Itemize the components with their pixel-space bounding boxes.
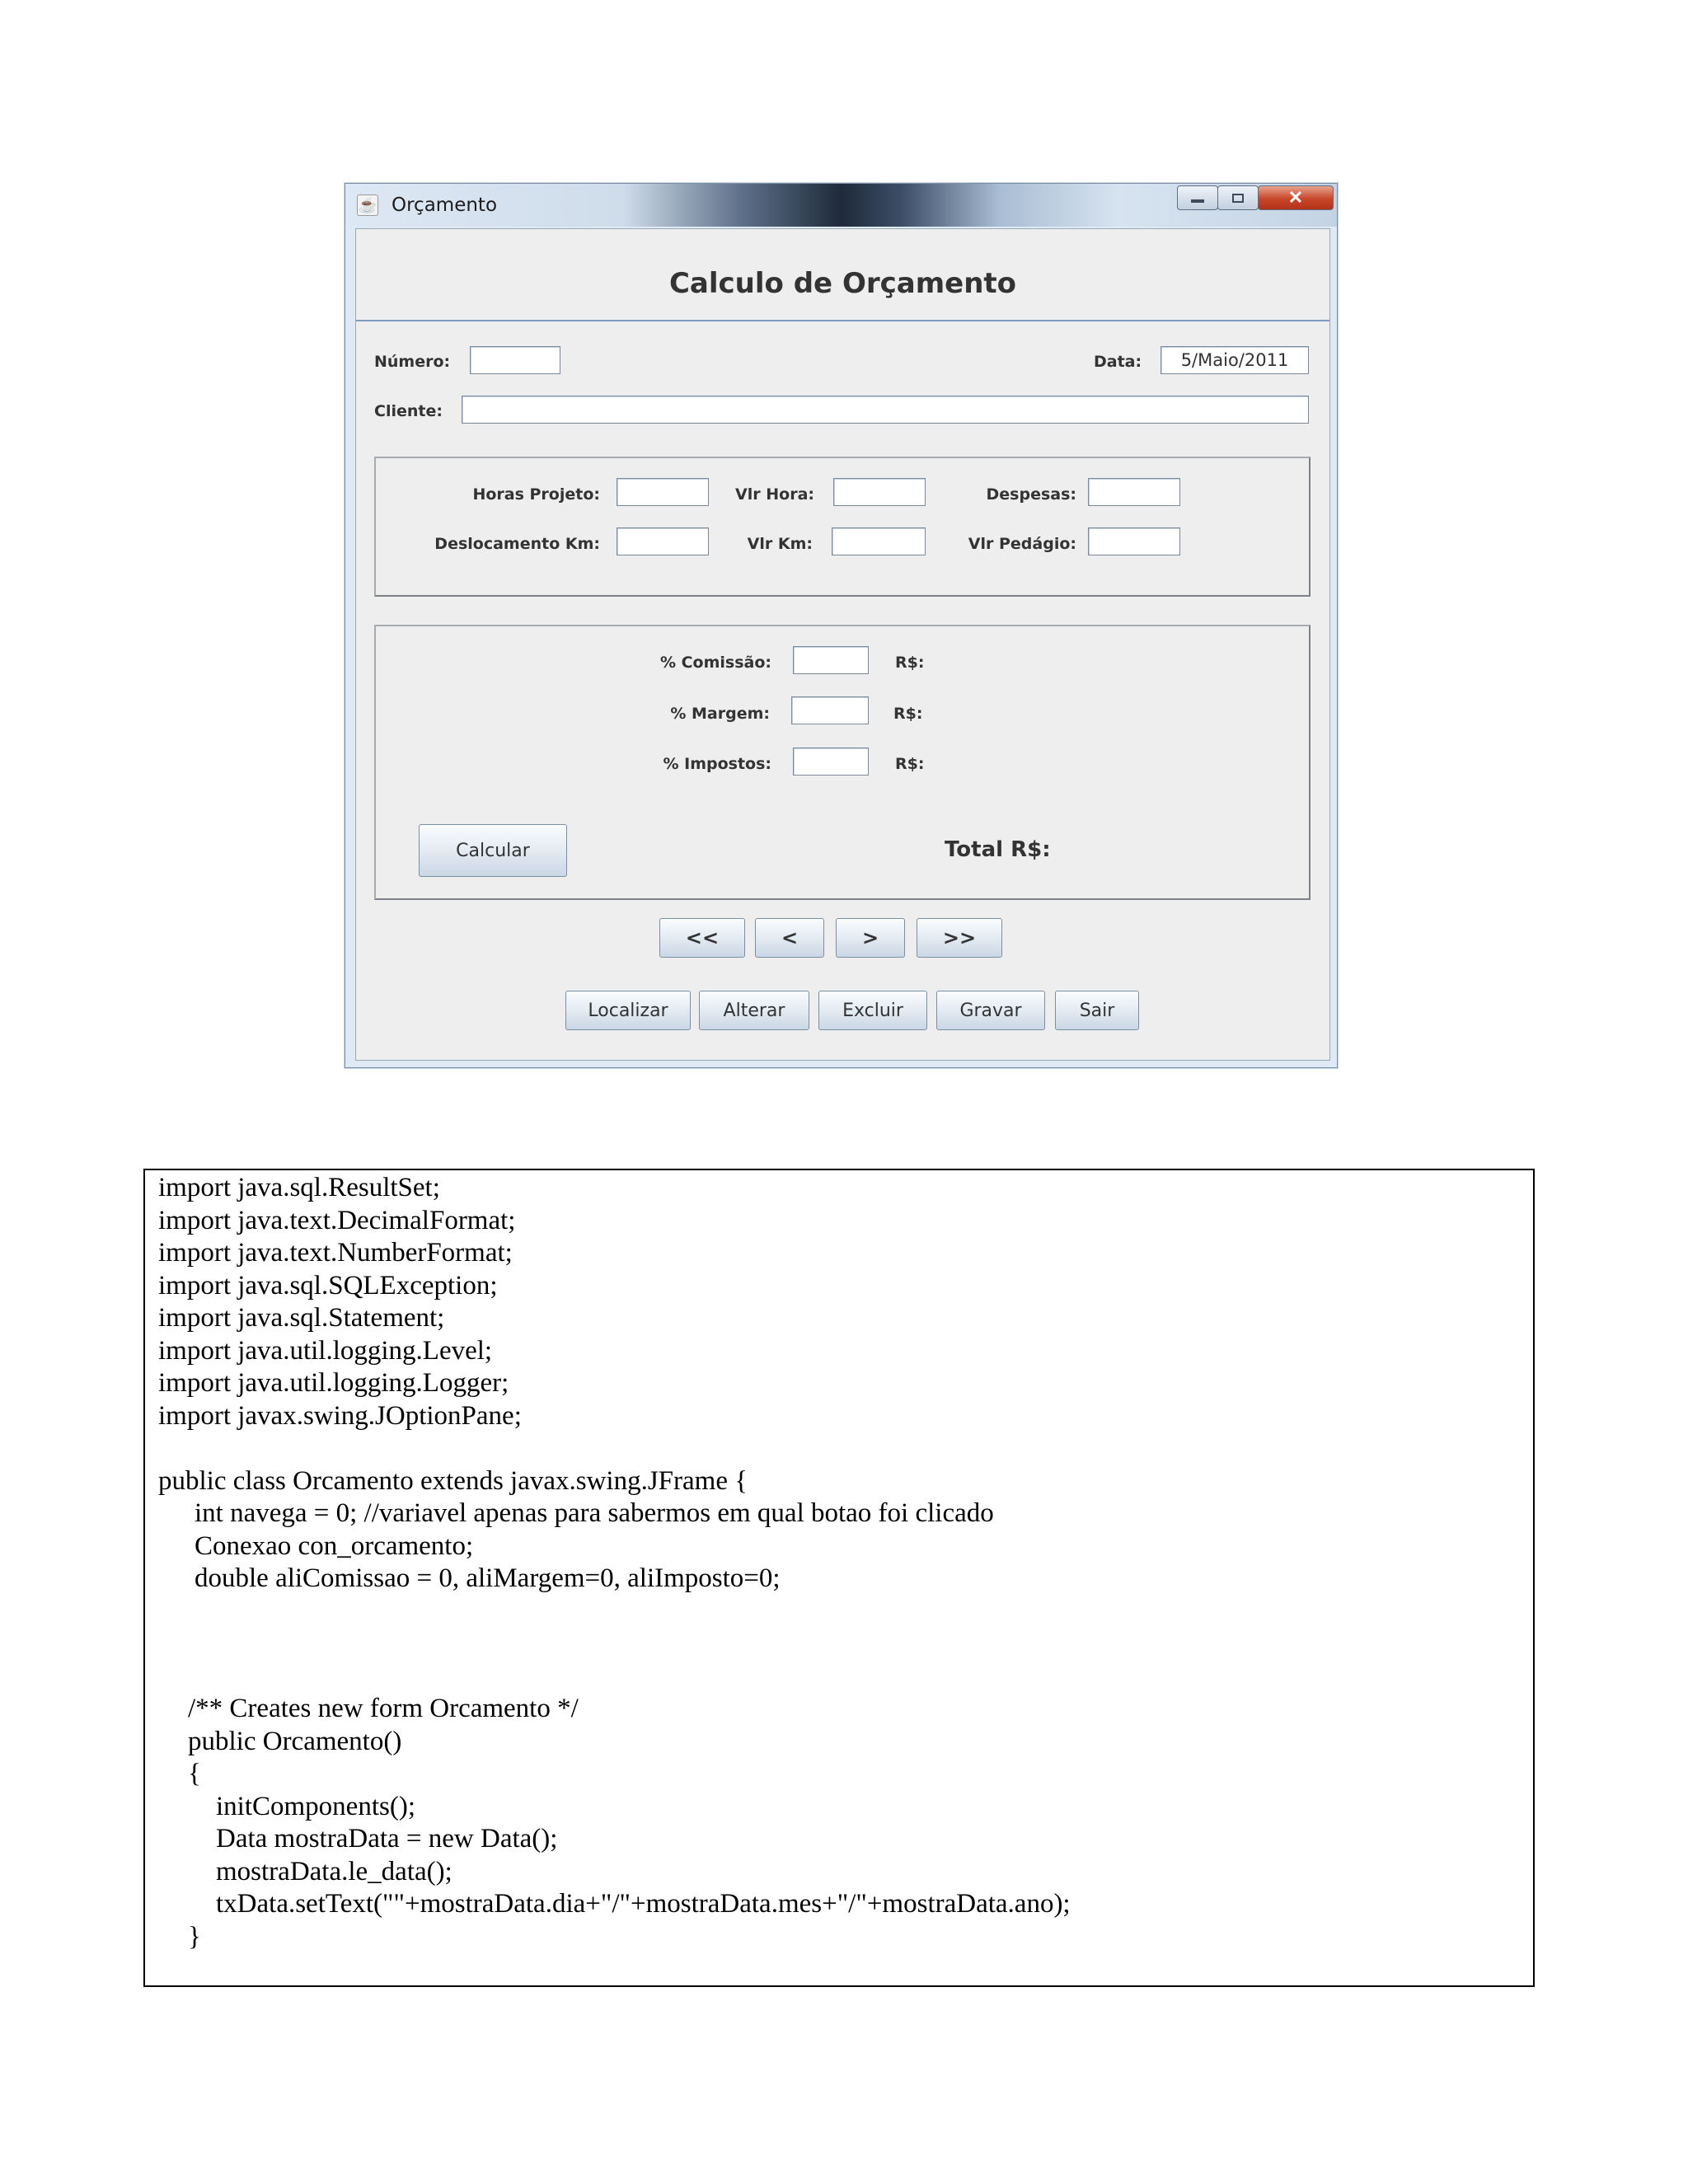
excluir-button[interactable]: Excluir <box>818 991 927 1030</box>
code-line: Conexao con_orcamento; <box>195 1531 474 1561</box>
vlr-hora-field[interactable] <box>833 478 926 506</box>
margem-value-label: R$: <box>893 705 923 723</box>
orcamento-window <box>345 183 1338 1068</box>
last-record-button[interactable]: >> <box>917 918 1002 958</box>
impostos-value-label: R$: <box>895 755 925 773</box>
window-title: Orçamento <box>392 194 498 216</box>
numero-field[interactable] <box>470 346 560 374</box>
vlr-hora-label: Vlr Hora: <box>735 485 814 504</box>
code-line: /** Creates new form Orcamento */ <box>188 1694 579 1723</box>
comissao-field[interactable] <box>793 646 869 674</box>
total-label: Total R$: <box>945 837 1051 862</box>
vlr-km-label: Vlr Km: <box>747 535 813 553</box>
code-line: public Orcamento() <box>188 1727 402 1756</box>
minimize-button[interactable] <box>1177 185 1218 210</box>
cliente-field[interactable] <box>462 396 1309 424</box>
first-record-button[interactable]: << <box>659 918 745 958</box>
maximize-icon <box>1232 194 1244 203</box>
maximize-button[interactable] <box>1217 185 1259 210</box>
code-line: import java.text.NumberFormat; <box>158 1238 513 1268</box>
code-line: import java.sql.Statement; <box>158 1303 445 1333</box>
numero-label: Número: <box>374 353 451 371</box>
despesas-label: Despesas: <box>986 485 1076 504</box>
code-line: public class Orcamento extends javax.swing.JFrame { <box>158 1466 748 1496</box>
code-line: { <box>188 1759 201 1788</box>
project-costs-group <box>374 457 1311 597</box>
code-line: import java.util.logging.Level; <box>158 1336 493 1366</box>
margem-label: % Margem: <box>670 705 770 723</box>
calcular-button[interactable]: Calcular <box>419 824 567 877</box>
code-line: mostraData.le_data(); <box>216 1857 452 1886</box>
code-line: import java.sql.ResultSet; <box>158 1173 440 1202</box>
horas-projeto-field[interactable] <box>617 478 709 506</box>
vlr-pedagio-label: Vlr Pedágio: <box>968 535 1076 553</box>
next-record-button[interactable]: > <box>836 918 905 958</box>
code-line: import java.sql.SQLException; <box>158 1271 498 1301</box>
despesas-field[interactable] <box>1088 478 1180 506</box>
calculation-group <box>374 625 1311 900</box>
minimize-icon <box>1191 199 1204 203</box>
data-field[interactable]: 5/Maio/2011 <box>1160 346 1309 374</box>
close-button[interactable] <box>1258 185 1334 210</box>
java-cup-icon: ☕ <box>357 194 378 216</box>
alterar-button[interactable]: Alterar <box>699 991 809 1030</box>
impostos-label: % Impostos: <box>663 755 771 773</box>
code-line: double aliComissao = 0, aliMargem=0, aliImposto=0; <box>195 1563 781 1593</box>
sair-button[interactable]: Sair <box>1055 991 1139 1030</box>
vlr-km-field[interactable] <box>832 527 926 555</box>
comissao-label: % Comissão: <box>659 654 771 672</box>
data-label: Data: <box>1094 353 1142 371</box>
vlr-pedagio-field[interactable] <box>1088 527 1180 555</box>
code-line: import java.text.DecimalFormat; <box>158 1206 516 1235</box>
deslocamento-km-label: Deslocamento Km: <box>434 535 600 553</box>
horas-projeto-label: Horas Projeto: <box>472 485 600 504</box>
form-title: Calculo de Orçamento <box>668 267 1017 300</box>
code-line: import java.util.logging.Logger; <box>158 1368 509 1398</box>
header-panel <box>356 229 1329 321</box>
code-line: } <box>188 1922 201 1952</box>
margem-field[interactable] <box>791 696 869 724</box>
title-bar[interactable] <box>345 184 1337 227</box>
window-controls <box>1178 185 1334 212</box>
code-line: int navega = 0; //variavel apenas para sabermos em qual botao foi clicado <box>195 1498 994 1528</box>
gravar-button[interactable]: Gravar <box>936 991 1045 1030</box>
localizar-button[interactable]: Localizar <box>565 991 691 1030</box>
deslocamento-km-field[interactable] <box>617 527 709 555</box>
code-line: import javax.swing.JOptionPane; <box>158 1401 522 1431</box>
code-line: Data mostraData = new Data(); <box>216 1824 558 1854</box>
close-icon: ✕ <box>1287 187 1304 208</box>
code-line: txData.setText(""+mostraData.dia+"/"+mostraData.mes+"/"+mostraData.ano); <box>216 1889 1071 1919</box>
form-content <box>355 228 1330 1061</box>
cliente-label: Cliente: <box>374 402 443 420</box>
impostos-field[interactable] <box>793 748 869 776</box>
code-line: initComponents(); <box>216 1792 415 1821</box>
comissao-value-label: R$: <box>895 654 925 672</box>
code-listing <box>143 1169 1535 1987</box>
previous-record-button[interactable]: < <box>755 918 824 958</box>
